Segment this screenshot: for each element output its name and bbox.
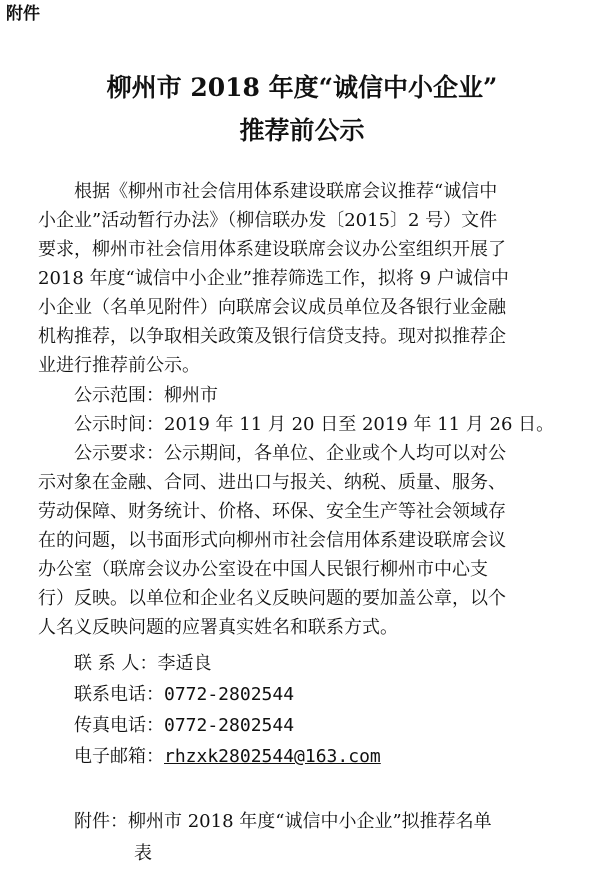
publicity-scope-label: 公示范围： bbox=[74, 385, 164, 406]
publicity-period-value: 2019 年 11 月 20 日至 2019 年 11 月 26 日。 bbox=[164, 414, 555, 435]
contact-email-label: 电子邮箱： bbox=[74, 746, 164, 767]
requirements-line: 劳动保障、财务统计、价格、环保、安全生产等社会领域存 bbox=[38, 501, 506, 522]
publicity-scope-value: 柳州市 bbox=[164, 385, 218, 406]
intro-line: 机构推荐，以争取相关政策及银行信贷支持。现对拟推荐企 bbox=[38, 326, 506, 347]
requirements-line: 行）反映。以单位和企业名义反映问题的要加盖公章，以个 bbox=[38, 588, 506, 609]
intro-line: 根据《柳州市社会信用体系建设联席会议推荐“诚信中 bbox=[74, 181, 498, 202]
document-title-line-1: 柳州市 2018 年度“诚信中小企业” bbox=[106, 73, 498, 102]
intro-line: 要求，柳州市社会信用体系建设联席会议办公室组织开展了 bbox=[38, 239, 506, 260]
publicity-scope bbox=[74, 382, 218, 410]
contact-phone-value: 0772-2802544 bbox=[164, 684, 295, 705]
intro-line: 小企业”活动暂行办法》（柳信联办发〔2015〕2 号）文件 bbox=[38, 210, 498, 231]
publicity-period bbox=[74, 411, 554, 439]
intro-line: 2018 年度“诚信中小企业”推荐筛选工作，拟将 9 户诚信中 bbox=[38, 268, 509, 289]
intro-line: 业进行推荐前公示。 bbox=[38, 355, 200, 376]
requirements-line: 公示要求：公示期间，各单位、企业或个人均可以对公 bbox=[74, 443, 506, 464]
contact-fax bbox=[74, 712, 294, 740]
contact-person-label: 联 系 人： bbox=[74, 653, 158, 674]
intro-line: 小企业（名单见附件）向联席会议成员单位及各银行业金融 bbox=[38, 297, 506, 318]
contact-phone bbox=[74, 681, 294, 709]
contact-fax-label: 传真电话： bbox=[74, 715, 164, 736]
requirements-line: 示对象在金融、合同、进出口与报关、纳税、质量、服务、 bbox=[38, 472, 506, 493]
publicity-period-label: 公示时间： bbox=[74, 414, 164, 435]
requirements-line: 在的问题，以书面形式向柳州市社会信用体系建设联席会议 bbox=[38, 530, 506, 551]
contact-email bbox=[74, 743, 381, 771]
attachment-heading: 附件 bbox=[6, 4, 40, 24]
contact-phone-label: 联系电话： bbox=[74, 684, 164, 705]
contact-fax-value: 0772-2802544 bbox=[164, 715, 295, 736]
contact-person-value: 李适良 bbox=[157, 653, 212, 674]
contact-person bbox=[74, 650, 211, 678]
requirements-line: 办公室（联席会议办公室设在中国人民银行柳州市中心支 bbox=[38, 559, 488, 580]
attachment-note: 附件：柳州市 2018 年度“诚信中小企业”拟推荐名单 bbox=[74, 811, 492, 832]
contact-email-link[interactable]: rhzxk2802544@163.com bbox=[164, 746, 381, 767]
attachment-note-continued: 表 bbox=[134, 843, 152, 864]
document-title-line-2: 推荐前公示 bbox=[239, 116, 365, 145]
requirements-line: 人名义反映问题的应署真实姓名和联系方式。 bbox=[38, 617, 398, 638]
